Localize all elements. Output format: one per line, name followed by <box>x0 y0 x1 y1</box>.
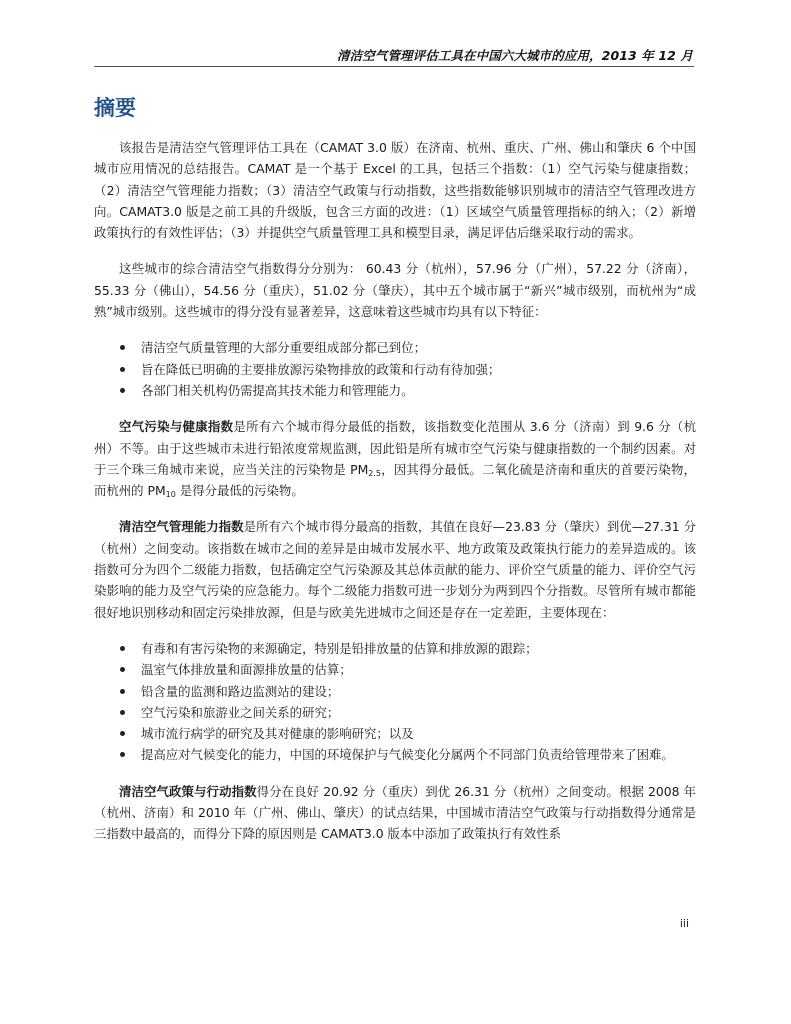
pollution-health-paragraph: 空气污染与健康指数是所有六个城市得分最低的指数，该指数变化范围从 3.6 分（济南）到 9.6 分（杭州）不等。由于这些城市未进行铅浓度常规监测，因此铅是所有城市空气污染与健康指数的一个制约因素。对于三个珠三角城市来说，应当关注的污染物是 $PM_{2.5}$，因其得分最低。二氧化硫是济南和重庆的首要污染物，而杭州的 $PM_{10}$ 是得分最低的污染物。 <box>94 419 697 500</box>
list-item: 旨在降低已明确的主要排放源污染物排放的政策和行动有待加强； <box>94 359 696 380</box>
running-header: 清洁空气管理评估工具在中国六大城市的应用，2013 年 12 月 <box>337 48 693 63</box>
gaps-list <box>94 638 696 766</box>
bullet-icon <box>120 345 125 350</box>
bullet-icon <box>120 752 125 757</box>
header-rule <box>94 66 694 67</box>
bullet-icon <box>120 689 125 694</box>
bullet-icon <box>120 367 125 372</box>
page-title: 摘要 <box>94 96 136 120</box>
page-number: iii <box>679 917 689 930</box>
policy-action-paragraph: 清洁空气政策与行动指数得分在良好 20.92 分（重庆）到优 26.31 分（杭州）之间变动。根据 2008 年（杭州、济南）和 2010 年（广州、佛山、肇庆）的试点结果，中国城市清洁空气政策与行动指数得分通常是三指数中最高的，而得分下降的原因则是 CAMAT3.0 版本中添加了政策执行有效性系 <box>94 783 697 842</box>
list-item: 城市流行病学的研究及其对健康的影响研究；以及 <box>94 723 696 744</box>
list-item: 提高应对气候变化的能力，中国的环境保护与气候变化分属两个不同部门负责给管理带来了困难。 <box>94 744 696 765</box>
term-policy-action: 清洁空气政策与行动指数 <box>119 783 257 799</box>
features-list <box>94 337 696 401</box>
intro-paragraph: 该报告是清洁空气管理评估工具在（CAMAT 3.0 版）在济南、杭州、重庆、广州、佛山和肇庆 6 个中国城市应用情况的总结报告。CAMAT 是一个基于 Excel 的工具，包括三个指数：（1）空气污染与健康指数；（2）清洁空气管理能力指数；（3）清洁空气政策与行动指数，这些指数能够识别城市的清洁空气管理改进方向。CAMAT3.0 版是之前工具的升级版，包含三方面的改进：（1）区域空气质量管理指标的纳入；（2）新增政策执行的有效性评估；（3）并提供空气质量管理工具和模型目录，满足评估后继采取行动的需求。 <box>94 140 696 241</box>
term-management-capacity: 清洁空气管理能力指数 <box>119 519 244 535</box>
bullet-icon <box>120 646 125 651</box>
bullet-icon <box>120 388 125 393</box>
scores-paragraph: 这些城市的综合清洁空气指数得分分别为： 60.43 分（杭州），57.96 分（广州），57.22 分（济南），55.33 分（佛山），54.56 分（重庆），51.02 分（肇庆），其中五个城市属于“新兴”城市级别，而杭州为“成熟”城市级别。这些城市的得分没有显著差异，这意味着这些城市均具有以下特征： <box>94 261 696 320</box>
list-item: 有毒和有害污染物的来源确定，特别是铅排放量的估算和排放源的跟踪； <box>94 638 696 659</box>
term-pollution-health: 空气污染与健康指数 <box>119 419 234 435</box>
list-item: 清洁空气质量管理的大部分重要组成部分都已到位； <box>94 337 696 358</box>
bullet-icon <box>120 710 125 715</box>
list-item: 铅含量的监测和路边监测站的建设； <box>94 681 696 702</box>
bullet-icon <box>120 667 125 672</box>
management-capacity-paragraph: 清洁空气管理能力指数是所有六个城市得分最高的指数，其值在良好—23.83 分（肇庆）到优—27.31 分（杭州）之间变动。该指数在城市之间的差异是由城市发展水平、地方政策及政策执行能力的差异造成的。该指数可分为四个二级能力指数，包括确定空气污染源及其总体贡献的能力、评价空气质量的能力、评价空气污染影响的能力及空气污染的应急能力。每个二级能力指数可进一步划分为两到四个分指数。尽管所有城市都能很好地识别移动和固定污染排放源，但是与欧美先进城市之间还是存在一定差距，主要体现在： <box>94 519 696 620</box>
list-item: 各部门相关机构仍需提高其技术能力和管理能力。 <box>94 380 696 401</box>
list-item: 空气污染和旅游业之间关系的研究； <box>94 702 696 723</box>
list-item: 温室气体排放量和面源排放量的估算； <box>94 659 696 680</box>
bullet-icon <box>120 731 125 736</box>
document-body <box>94 137 696 860</box>
